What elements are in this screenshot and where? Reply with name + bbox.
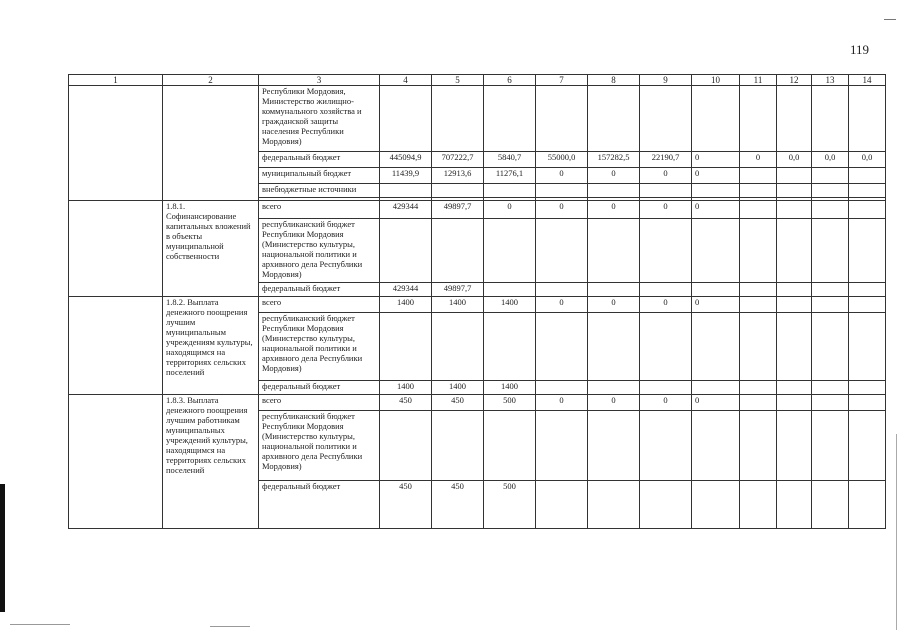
source-cell: всего	[259, 297, 380, 313]
value-cell: 450	[432, 481, 484, 529]
value-cell: 0	[536, 201, 588, 219]
value-cell: 1400	[380, 297, 432, 313]
value-cell: 0	[588, 395, 640, 411]
source-cell: всего	[259, 395, 380, 411]
header-cell: 14	[849, 75, 886, 86]
source-cell: республиканский бюджет Республики Мордовия (Министерство культуры, национальной политики и архивного дела Республики Мордовия)	[259, 219, 380, 283]
col1-cell	[69, 86, 163, 201]
source-cell: федеральный бюджет	[259, 381, 380, 395]
header-cell: 13	[812, 75, 849, 86]
value-cell: 445094,9	[380, 152, 432, 168]
value-cell: 0	[484, 201, 536, 219]
scan-corner-mark	[884, 19, 896, 20]
source-cell: республиканский бюджет Республики Мордовия (Министерство культуры, национальной политики и архивного дела Республики Мордовия)	[259, 313, 380, 381]
source-cell: федеральный бюджет	[259, 283, 380, 297]
value-cell: 450	[380, 481, 432, 529]
table-row	[69, 201, 886, 219]
col1-cell	[69, 297, 163, 395]
value-cell: 0	[640, 395, 692, 411]
value-cell: 0	[536, 297, 588, 313]
header-cell: 5	[432, 75, 484, 86]
value-cell: 49897,7	[432, 201, 484, 219]
header-cell: 11	[740, 75, 777, 86]
header-cell: 8	[588, 75, 640, 86]
measure-name-cell: 1.8.2. Выплата денежного поощрения лучшим муниципальным учреждениям культуры, находящимся на территориях сельских поселений	[163, 297, 259, 395]
header-row	[69, 75, 886, 86]
value-cell: 157282,5	[588, 152, 640, 168]
value-cell: 0	[740, 152, 777, 168]
scan-right-edge	[896, 434, 897, 630]
col1-cell	[69, 201, 163, 297]
source-cell: Республики Мордовия, Министерство жилищно-коммунального хозяйства и гражданской защиты населения Республики Мордовия)	[259, 86, 380, 152]
value-cell: 22190,7	[640, 152, 692, 168]
value-cell: 1400	[484, 381, 536, 395]
source-cell: федеральный бюджет	[259, 152, 380, 168]
value-cell: 0	[692, 201, 740, 219]
value-cell: 429344	[380, 201, 432, 219]
header-cell: 2	[163, 75, 259, 86]
value-cell: 0,0	[849, 152, 886, 168]
value-cell: 0	[536, 395, 588, 411]
value-cell: 500	[484, 481, 536, 529]
value-cell: 1400	[432, 381, 484, 395]
value-cell: 0	[692, 297, 740, 313]
header-cell: 12	[777, 75, 812, 86]
col2-cell	[163, 86, 259, 201]
source-cell: муниципальный бюджет	[259, 168, 380, 184]
source-cell: федеральный бюджет	[259, 481, 380, 529]
value-cell: 49897,7	[432, 283, 484, 297]
header-cell: 6	[484, 75, 536, 86]
header-cell: 4	[380, 75, 432, 86]
value-cell: 0	[588, 297, 640, 313]
value-cell: 0	[692, 152, 740, 168]
value-cell: 0	[692, 395, 740, 411]
value-cell: 450	[380, 395, 432, 411]
value-cell: 707222,7	[432, 152, 484, 168]
measure-name-cell: 1.8.3. Выплата денежного поощрения лучшим работникам муниципальных учреждений культуры, находящимся на территориях сельских поселений	[163, 395, 259, 529]
source-cell: республиканский бюджет Республики Мордовия (Министерство культуры, национальной политики и архивного дела Республики Мордовия)	[259, 411, 380, 481]
value-cell: 429344	[380, 283, 432, 297]
value-cell: 0,0	[812, 152, 849, 168]
header-cell: 7	[536, 75, 588, 86]
col1-cell	[69, 395, 163, 529]
value-cell: 450	[432, 395, 484, 411]
value-cell: 0	[640, 201, 692, 219]
table-row	[69, 86, 886, 152]
value-cell: 1400	[432, 297, 484, 313]
value-cell: 1400	[380, 381, 432, 395]
value-cell: 5840,7	[484, 152, 536, 168]
value-cell: 500	[484, 395, 536, 411]
value-cell: 0	[692, 168, 740, 184]
value-cell: 11439,9	[380, 168, 432, 184]
scan-left-edge	[0, 484, 5, 612]
budget-table	[68, 74, 886, 529]
value-cell: 0	[640, 168, 692, 184]
header-cell: 10	[692, 75, 740, 86]
value-cell: 12913,6	[432, 168, 484, 184]
table-row	[69, 297, 886, 313]
scan-speck	[210, 626, 250, 627]
header-cell: 3	[259, 75, 380, 86]
header-cell: 9	[640, 75, 692, 86]
header-cell: 1	[69, 75, 163, 86]
source-cell: внебюджетные источники	[259, 184, 380, 198]
scan-speck	[10, 624, 70, 625]
source-cell: всего	[259, 201, 380, 219]
value-cell: 11276,1	[484, 168, 536, 184]
value-cell: 0	[588, 201, 640, 219]
table-row	[69, 395, 886, 411]
measure-name-cell: 1.8.1. Софинансирование капитальных вложений в объекты муниципальной собственности	[163, 201, 259, 297]
value-cell: 0	[588, 168, 640, 184]
value-cell: 0,0	[777, 152, 812, 168]
value-cell: 55000,0	[536, 152, 588, 168]
value-cell: 0	[640, 297, 692, 313]
value-cell: 1400	[484, 297, 536, 313]
page-number: 119	[850, 42, 870, 57]
value-cell: 0	[536, 168, 588, 184]
